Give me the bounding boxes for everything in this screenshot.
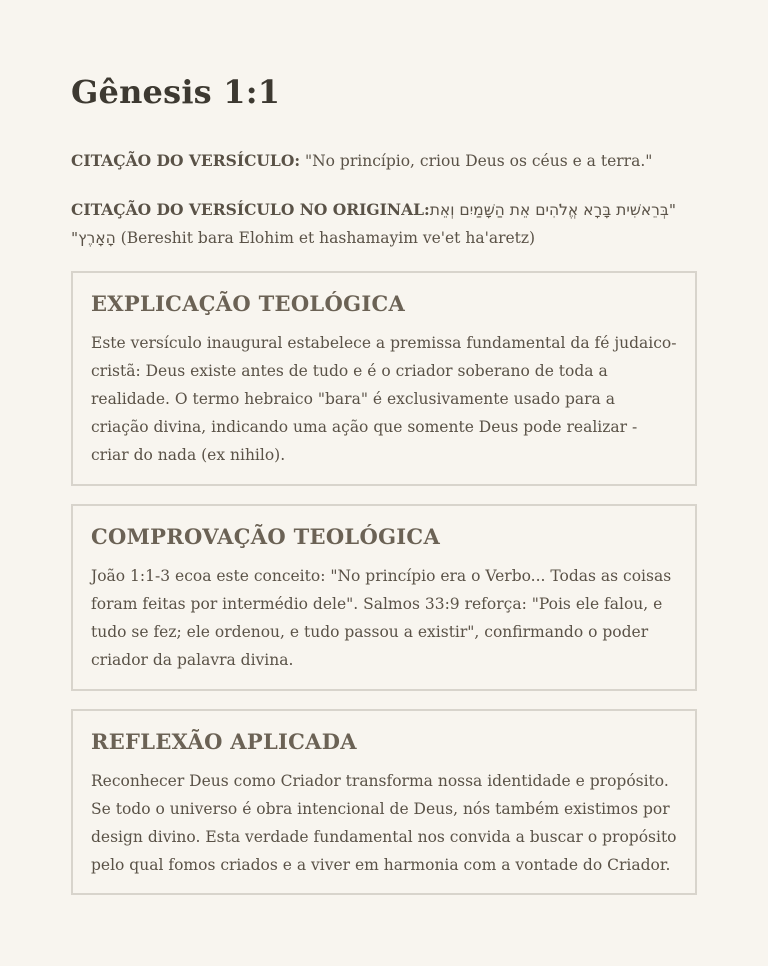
verse-citation-label: CITAÇÃO DO VERSÍCULO: [71, 151, 301, 170]
section-card-comprovacao [71, 504, 697, 691]
section-body: Reconhecer Deus como Criador transforma nossa identidade e propósito. Se todo o universo é obra intencional de Deus, nós também existimos por design divino. Esta verdade fundamental nos convida a buscar o propósito pelo qual fomos criados e a viver em harmonia com a vontade do Criador. [91, 772, 677, 874]
section-card-reflexao [71, 709, 697, 895]
verse-citation [71, 147, 697, 175]
section-body: João 1:1-3 ecoa este conceito: "No princípio era o Verbo... Todas as coisas foram feitas por intermédio dele". Salmos 33:9 reforça: "Pois ele falou, e tudo se fez; ele ordenou, e tudo passou a existir", confirmando o poder criador da palavra divina. [91, 567, 672, 669]
section-heading: COMPROVAÇÃO TEOLÓGICA [91, 524, 441, 549]
section-heading: EXPLICAÇÃO TEOLÓGICA [91, 291, 406, 316]
section-heading: REFLEXÃO APLICADA [91, 729, 357, 754]
original-citation [71, 196, 697, 252]
hebrew-text: "בְּרֵאשִׁית בָּרָא אֱלֹהִים אֵת הַשָּׁמַיִם וְאֵת הָאָרֶץ" [71, 201, 681, 247]
original-citation-label: CITAÇÃO DO VERSÍCULO NO ORIGINAL: [71, 200, 430, 219]
verse-citation-text: "No princípio, criou Deus os céus e a terra." [300, 152, 653, 170]
section-body: Este versículo inaugural estabelece a premissa fundamental da fé judaico-cristã: Deus existe antes de tudo e é o criador soberano de toda a realidade. O termo hebraico "bara" é exclusivamente usado para a criação divina, indicando uma ação que somente Deus pode realizar - criar do nada (ex nihilo). [91, 334, 677, 464]
transliteration-text: (Bereshit bara Elohim et hashamayim ve'et ha'aretz) [115, 229, 536, 247]
page-title: Gênesis 1:1 [71, 73, 281, 111]
section-card-explicacao [71, 271, 697, 486]
